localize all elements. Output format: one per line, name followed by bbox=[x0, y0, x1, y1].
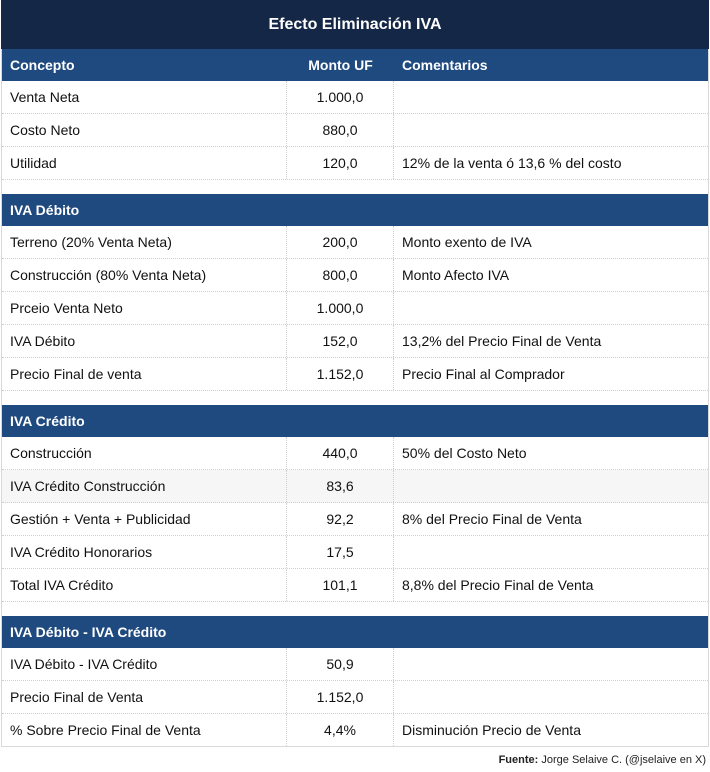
cell-concepto: Gestión + Venta + Publicidad bbox=[2, 503, 287, 535]
source-footer bbox=[499, 754, 706, 766]
table-row bbox=[2, 114, 708, 147]
section-header-iva-debito: IVA Débito bbox=[2, 194, 708, 226]
table-title: Efecto Eliminación IVA bbox=[1, 0, 709, 49]
cell-concepto: Costo Neto bbox=[2, 114, 287, 146]
cell-monto: 92,2 bbox=[287, 503, 394, 535]
cell-comentario: Monto exento de IVA bbox=[402, 234, 532, 250]
column-header-row bbox=[2, 49, 708, 81]
cell-monto: 50,9 bbox=[287, 648, 394, 680]
cell-concepto: IVA Débito bbox=[2, 325, 287, 357]
cell-concepto: IVA Débito - IVA Crédito bbox=[2, 648, 287, 680]
column-header-concepto: Concepto bbox=[10, 57, 75, 73]
cell-concepto: Precio Final de Venta bbox=[2, 681, 287, 713]
cell-concepto: Precio Final de venta bbox=[2, 358, 287, 390]
cell-comentario: 8,8% del Precio Final de Venta bbox=[402, 577, 594, 593]
cell-comentario bbox=[394, 81, 708, 113]
cell-monto: 800,0 bbox=[287, 259, 394, 291]
table-row bbox=[2, 569, 708, 602]
cell-concepto: Utilidad bbox=[2, 147, 287, 179]
table-row bbox=[2, 714, 708, 747]
cell-concepto: IVA Crédito Construcción bbox=[2, 470, 287, 502]
cell-monto: 1.152,0 bbox=[287, 358, 394, 390]
cell-monto: 880,0 bbox=[287, 114, 394, 146]
section-spacer bbox=[2, 391, 708, 405]
table-row bbox=[2, 470, 708, 503]
source-label: Fuente: bbox=[498, 754, 539, 766]
table-row bbox=[2, 648, 708, 681]
table-row bbox=[2, 226, 708, 259]
table-row bbox=[2, 503, 708, 536]
cell-comentario: 8% del Precio Final de Venta bbox=[402, 511, 582, 527]
cell-monto: 101,1 bbox=[287, 569, 394, 601]
table-row bbox=[2, 536, 708, 569]
cell-concepto: IVA Crédito Honorarios bbox=[2, 536, 287, 568]
cell-comentario: 50% del Costo Neto bbox=[402, 445, 527, 461]
table-row bbox=[2, 325, 708, 358]
cell-monto: 1.152,0 bbox=[287, 681, 394, 713]
source-text: Jorge Selaive C. (@jselaive en X) bbox=[541, 754, 706, 766]
cell-comentario: 12% de la venta ó 13,6 % del costo bbox=[402, 155, 622, 171]
cell-monto: 83,6 bbox=[287, 470, 394, 502]
cell-comentario bbox=[394, 292, 708, 324]
cell-comentario bbox=[394, 470, 708, 502]
cell-comentario bbox=[394, 681, 708, 713]
cell-monto: 4,4% bbox=[287, 714, 394, 746]
table-row bbox=[2, 147, 708, 180]
section-header-iva-neto: IVA Débito - IVA Crédito bbox=[2, 616, 708, 648]
table-row bbox=[2, 681, 708, 714]
column-header-monto: Monto UF bbox=[308, 57, 373, 73]
cell-monto: 1.000,0 bbox=[287, 81, 394, 113]
cell-monto: 17,5 bbox=[287, 536, 394, 568]
table-row bbox=[2, 437, 708, 470]
cell-comentario bbox=[394, 648, 708, 680]
cell-concepto: Venta Neta bbox=[2, 81, 287, 113]
cell-comentario bbox=[394, 114, 708, 146]
cell-concepto: Terreno (20% Venta Neta) bbox=[2, 226, 287, 258]
table-card bbox=[1, 0, 709, 747]
cell-monto: 1.000,0 bbox=[287, 292, 394, 324]
cell-monto: 152,0 bbox=[287, 325, 394, 357]
cell-comentario: Precio Final al Comprador bbox=[402, 366, 565, 382]
column-header-comentarios: Comentarios bbox=[402, 57, 488, 73]
cell-monto: 120,0 bbox=[287, 147, 394, 179]
cell-concepto: Construcción (80% Venta Neta) bbox=[2, 259, 287, 291]
cell-comentario bbox=[394, 536, 708, 568]
cell-comentario: 13,2% del Precio Final de Venta bbox=[402, 333, 602, 349]
cell-concepto: % Sobre Precio Final de Venta bbox=[2, 714, 287, 746]
cell-monto: 200,0 bbox=[287, 226, 394, 258]
section-spacer bbox=[2, 180, 708, 194]
cell-concepto: Construcción bbox=[2, 437, 287, 469]
cell-concepto: Total IVA Crédito bbox=[2, 569, 287, 601]
cell-comentario: Monto Afecto IVA bbox=[402, 267, 510, 283]
section-header-iva-credito: IVA Crédito bbox=[2, 405, 708, 437]
section-spacer bbox=[2, 602, 708, 616]
table-body bbox=[1, 49, 709, 747]
table-row bbox=[2, 81, 708, 114]
cell-comentario: Disminución Precio de Venta bbox=[402, 722, 581, 738]
table-row bbox=[2, 292, 708, 325]
cell-concepto: Prceio Venta Neto bbox=[2, 292, 287, 324]
table-row bbox=[2, 259, 708, 292]
cell-monto: 440,0 bbox=[287, 437, 394, 469]
table-row bbox=[2, 358, 708, 391]
